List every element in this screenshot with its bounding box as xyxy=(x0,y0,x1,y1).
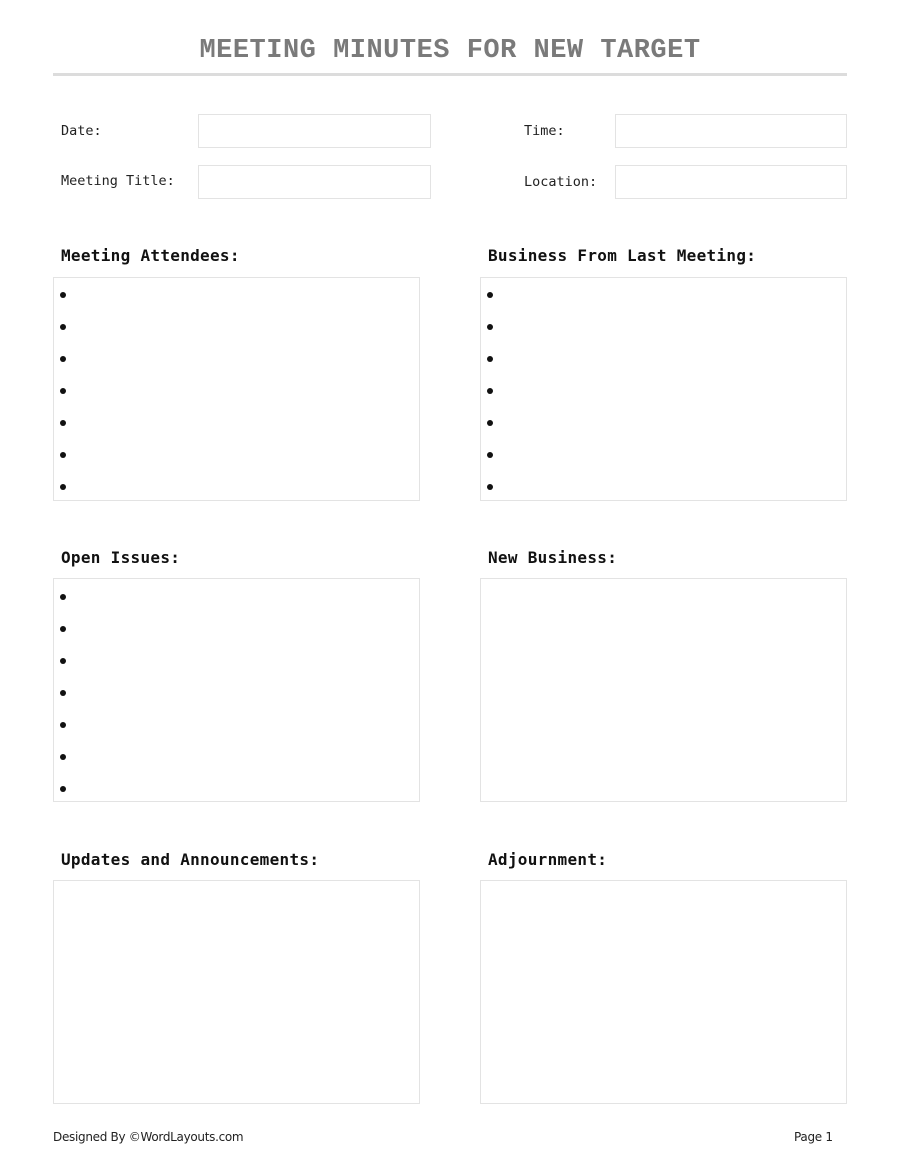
bullet-icon xyxy=(60,324,66,330)
adjournment-box[interactable] xyxy=(480,880,847,1104)
bullet-icon xyxy=(487,484,493,490)
time-label: Time: xyxy=(524,123,565,139)
footer-credit: Designed By ©WordLayouts.com xyxy=(53,1130,244,1144)
meeting-title-label: Meeting Title: xyxy=(61,173,175,189)
adjournment-heading: Adjournment: xyxy=(488,850,608,869)
bullet-icon xyxy=(60,786,66,792)
bullet-icon xyxy=(60,722,66,728)
bullet-icon xyxy=(487,452,493,458)
bullet-icon xyxy=(60,388,66,394)
bullet-icon xyxy=(60,626,66,632)
document-title: MEETING MINUTES FOR NEW TARGET xyxy=(199,36,701,66)
last-business-box[interactable] xyxy=(480,277,847,501)
open-issues-box[interactable] xyxy=(53,578,420,802)
last-business-heading: Business From Last Meeting: xyxy=(488,246,757,265)
open-issues-heading: Open Issues: xyxy=(61,548,181,567)
title-divider xyxy=(53,73,847,76)
bullet-icon xyxy=(487,292,493,298)
bullet-icon xyxy=(487,356,493,362)
attendees-box[interactable] xyxy=(53,277,420,501)
bullet-icon xyxy=(60,452,66,458)
bullet-icon xyxy=(60,754,66,760)
new-business-heading: New Business: xyxy=(488,548,618,567)
attendees-heading: Meeting Attendees: xyxy=(61,246,240,265)
date-label: Date: xyxy=(61,123,102,139)
bullet-icon xyxy=(60,690,66,696)
bullet-icon xyxy=(60,420,66,426)
time-field[interactable] xyxy=(615,114,847,148)
bullet-icon xyxy=(487,324,493,330)
bullet-icon xyxy=(60,484,66,490)
location-label: Location: xyxy=(524,174,598,190)
bullet-icon xyxy=(60,594,66,600)
bullet-icon xyxy=(60,292,66,298)
bullet-icon xyxy=(60,658,66,664)
new-business-box[interactable] xyxy=(480,578,847,802)
bullet-icon xyxy=(60,356,66,362)
location-field[interactable] xyxy=(615,165,847,199)
meeting-title-field[interactable] xyxy=(198,165,431,199)
date-field[interactable] xyxy=(198,114,431,148)
page-number: Page 1 xyxy=(794,1130,833,1144)
updates-heading: Updates and Announcements: xyxy=(61,850,320,869)
bullet-icon xyxy=(487,388,493,394)
updates-box[interactable] xyxy=(53,880,420,1104)
bullet-icon xyxy=(487,420,493,426)
